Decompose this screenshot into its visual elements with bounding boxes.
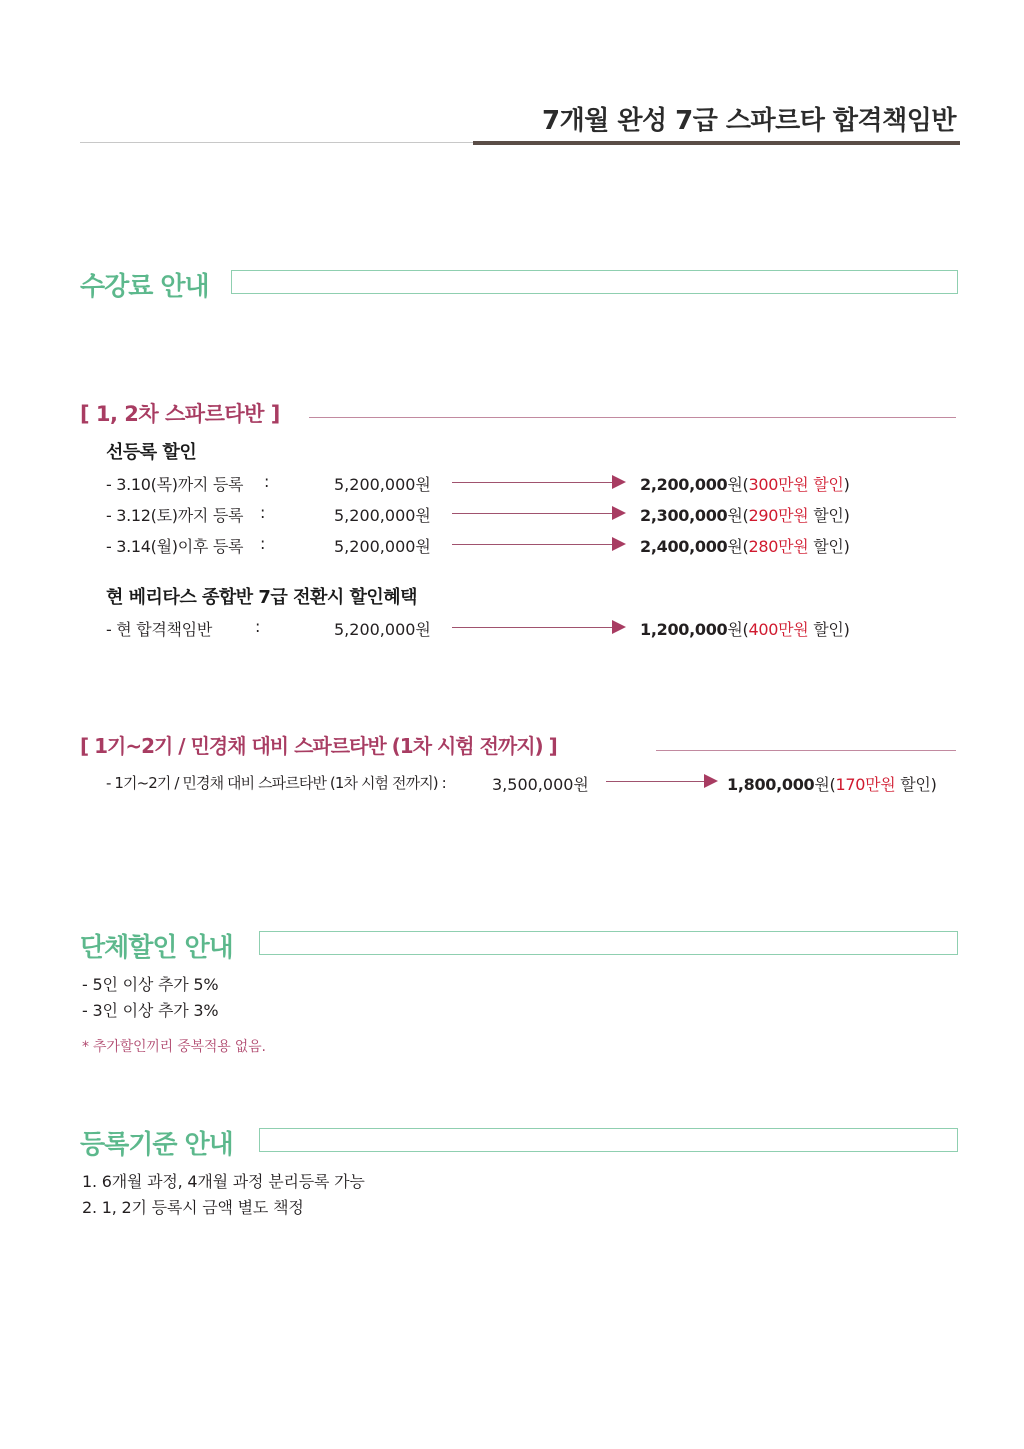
group-section-title-box [259,931,958,955]
discount-tail: 할인 [808,537,844,556]
row-label: - 3.10(목)까지 등록 [106,475,244,494]
register-item-1: 1. 6개월 과정, 4개월 과정 분리등록 가능 [82,1172,365,1191]
row-label: - 3.12(토)까지 등록 [106,506,244,525]
row-colon: : [260,503,266,522]
discount-tail: 할인 [895,775,931,794]
group-discount-item-2: - 3인 이상 추가 3% [82,1001,219,1020]
arrow-right-icon [612,506,626,520]
discount-amount: 280만원 [748,537,809,556]
won-unit: 원( [727,537,749,556]
arrow-line [452,482,614,483]
close-paren: ) [843,475,850,494]
row-result [640,503,850,526]
won-unit: 원( [727,506,749,525]
discount-tail: 할인 [808,620,844,639]
arrow-line [452,627,614,628]
close-paren: ) [843,506,850,525]
sparta-min-title: [ 1기~2기 / 민경채 대비 스파르타반 (1차 시험 전까지) ] [80,734,557,758]
sparta12-title: [ 1, 2차 스파르타반 ] [80,402,280,426]
row-original-price: 5,200,000원 [334,506,431,525]
won-unit: 원( [814,775,836,794]
arrow-right-icon [612,475,626,489]
won-unit: 원( [727,475,749,494]
row-label: - 현 합격책임반 [106,620,212,639]
convert-discount-title: 현 베리타스 종합반 7급 전환시 할인혜택 [106,587,418,608]
row-original-price: 3,500,000원 [492,775,589,794]
arrow-right-icon [612,620,626,634]
row-original-price: 5,200,000원 [334,620,431,639]
register-section-title-box [259,1128,958,1152]
row-label: - 1기~2기 / 민경채 대비 스파르타반 (1차 시험 전까지) : [106,774,446,792]
early-discount-title: 선등록 할인 [106,442,197,463]
discount-amount: 170만원 [835,775,896,794]
discount-amount: 290만원 [748,506,809,525]
discounted-price: 1,200,000 [640,620,728,639]
discount-amount: 300만원 할인 [748,475,844,494]
sparta12-title-line [309,417,956,418]
discounted-price: 2,300,000 [640,506,728,525]
row-result [640,534,850,557]
row-result [640,472,850,495]
header-divider-light [80,142,475,143]
arrow-line [452,513,614,514]
discounted-price: 2,200,000 [640,475,728,494]
sparta-min-title-line [656,750,956,751]
close-paren: ) [843,620,850,639]
group-section-title: 단체할인 안내 [80,933,233,963]
arrow-line [606,781,706,782]
fee-section-title-box [231,270,958,294]
discounted-price: 1,800,000 [727,775,815,794]
fee-section-title: 수강료 안내 [80,272,209,302]
row-colon: : [264,472,270,491]
row-colon: : [255,617,261,636]
discounted-price: 2,400,000 [640,537,728,556]
row-result [640,617,850,640]
group-discount-note: * 추가할인끼리 중복적용 없음. [82,1039,266,1055]
header-divider-dark [473,141,960,145]
row-original-price: 5,200,000원 [334,537,431,556]
row-label: - 3.14(월)이후 등록 [106,537,244,556]
page-title: 7개월 완성 7급 스파르타 합격책임반 [541,106,956,136]
register-section-title: 등록기준 안내 [80,1130,233,1160]
row-original-price: 5,200,000원 [334,475,431,494]
discount-tail: 할인 [808,506,844,525]
close-paren: ) [843,537,850,556]
discount-amount: 400만원 [748,620,809,639]
won-unit: 원( [727,620,749,639]
row-result [727,772,937,795]
close-paren: ) [930,775,937,794]
group-discount-item-1: - 5인 이상 추가 5% [82,975,219,994]
arrow-right-icon [612,537,626,551]
row-colon: : [260,534,266,553]
arrow-line [452,544,614,545]
arrow-right-icon [704,774,718,788]
register-item-2: 2. 1, 2기 등록시 금액 별도 책정 [82,1198,304,1217]
